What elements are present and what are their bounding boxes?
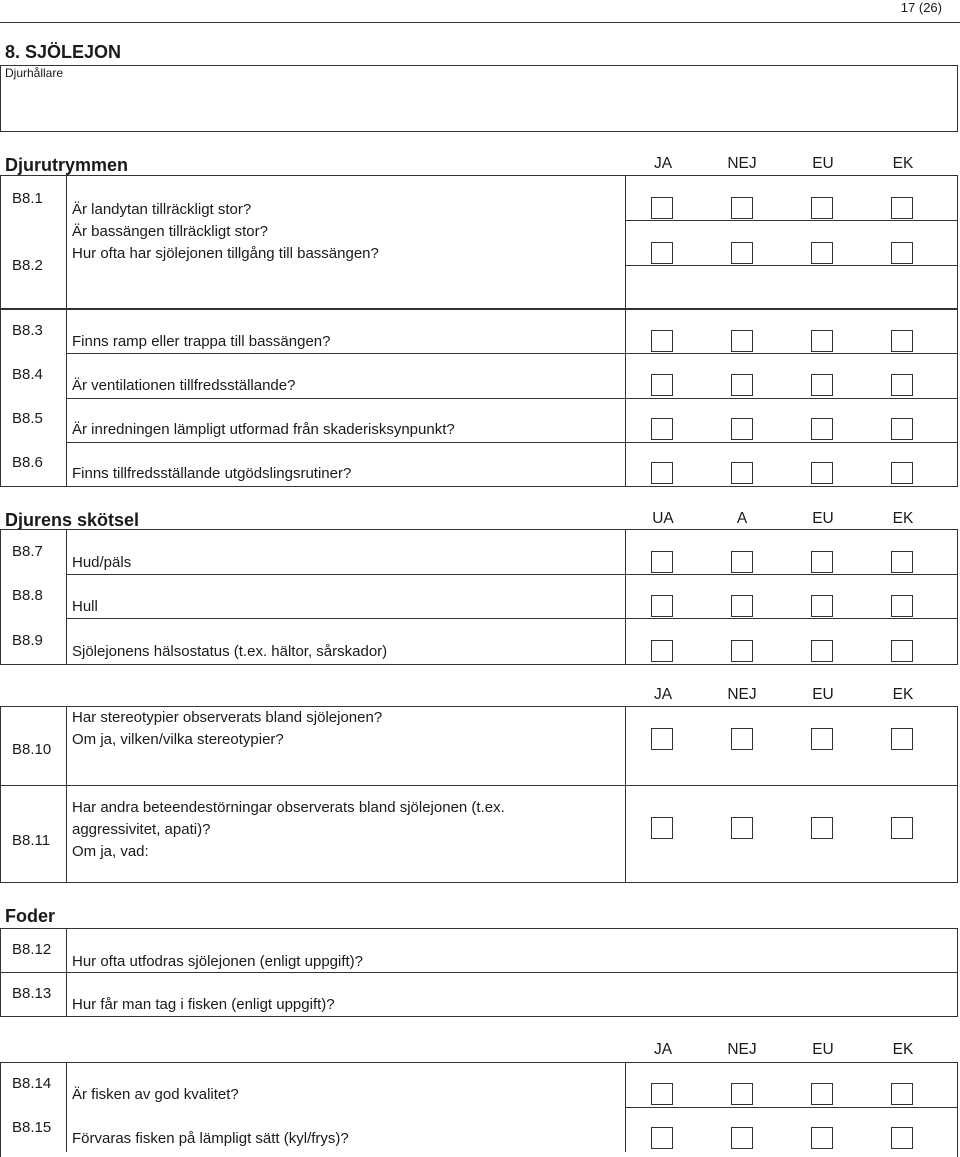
checkbox-nej[interactable] (731, 330, 753, 352)
question-code: B8.12 (12, 941, 52, 958)
checkbox-nej[interactable] (731, 817, 753, 839)
checkbox-ja[interactable] (651, 462, 673, 484)
divider (625, 220, 958, 221)
divider (66, 706, 67, 883)
divider (625, 1107, 958, 1108)
checkbox-eu[interactable] (811, 330, 833, 352)
checkbox-ek[interactable] (891, 462, 913, 484)
checkbox-ua[interactable] (651, 640, 673, 662)
page-title: 8. SJÖLEJON (5, 42, 122, 62)
question-code: B8.1 (12, 190, 43, 207)
column-header-eu: EU (812, 1041, 834, 1058)
checkbox-ek[interactable] (891, 551, 913, 573)
divider (66, 442, 958, 443)
question-text: Har stereotypier observerats bland sjölejonen? (72, 709, 383, 726)
checkbox-eu[interactable] (811, 551, 833, 573)
checkbox-eu[interactable] (811, 374, 833, 396)
checkbox-ek[interactable] (891, 640, 913, 662)
divider (625, 265, 958, 266)
question-text: Förvaras fisken på lämpligt sätt (kyl/frys)? (72, 1130, 349, 1147)
question-code: B8.14 (12, 1075, 52, 1092)
divider (66, 398, 958, 399)
checkbox-ja[interactable] (651, 330, 673, 352)
divider (66, 353, 958, 354)
question-code: B8.9 (12, 632, 43, 649)
checkbox-ek[interactable] (891, 242, 913, 264)
question-code: B8.4 (12, 366, 43, 383)
animal-keeper-field[interactable] (0, 65, 958, 132)
checkbox-a[interactable] (731, 640, 753, 662)
checkbox-nej[interactable] (731, 1083, 753, 1105)
checkbox-ek[interactable] (891, 1083, 913, 1105)
checkbox-ja[interactable] (651, 817, 673, 839)
question-code: B8.3 (12, 322, 43, 339)
header-rule (0, 22, 960, 23)
checkbox-ek[interactable] (891, 418, 913, 440)
section-heading-foder: Foder (5, 906, 56, 926)
question-code: B8.7 (12, 543, 43, 560)
checkbox-eu[interactable] (811, 817, 833, 839)
checkbox-eu[interactable] (811, 1083, 833, 1105)
column-header-ek: EK (892, 510, 914, 527)
checkbox-nej[interactable] (731, 1127, 753, 1149)
question-text: Hud/päls (72, 554, 132, 571)
question-text: Om ja, vilken/vilka stereotypier? (72, 731, 284, 748)
checkbox-nej[interactable] (731, 462, 753, 484)
checkbox-a[interactable] (731, 551, 753, 573)
checkbox-ja[interactable] (651, 1083, 673, 1105)
checkbox-ek[interactable] (891, 728, 913, 750)
checkbox-a[interactable] (731, 595, 753, 617)
checkbox-eu[interactable] (811, 197, 833, 219)
checkbox-eu[interactable] (811, 242, 833, 264)
column-header-ek: EK (892, 686, 914, 703)
divider (0, 972, 958, 973)
question-code: B8.8 (12, 587, 43, 604)
question-text: Finns tillfredsställande utgödslingsrutiner? (72, 465, 352, 482)
checkbox-eu[interactable] (811, 595, 833, 617)
column-header-nej: NEJ (727, 686, 757, 703)
column-header-eu: EU (812, 155, 834, 172)
divider (66, 529, 67, 665)
checkbox-ja[interactable] (651, 418, 673, 440)
column-header-nej: NEJ (727, 1041, 757, 1058)
checkbox-ek[interactable] (891, 197, 913, 219)
checkbox-eu[interactable] (811, 462, 833, 484)
divider (625, 706, 626, 883)
question-text: Om ja, vad: (72, 843, 149, 860)
question-text: Hull (72, 598, 98, 615)
question-text: Sjölejonens hälsostatus (t.ex. hältor, sårskador) (72, 643, 388, 660)
section-heading-djurutrymmen: Djurutrymmen (5, 155, 129, 175)
checkbox-ja[interactable] (651, 374, 673, 396)
checkbox-ja[interactable] (651, 1127, 673, 1149)
section-heading-djurens-skotsel: Djurens skötsel (5, 510, 140, 530)
checkbox-eu[interactable] (811, 640, 833, 662)
column-header-ja: JA (653, 686, 673, 703)
checkbox-ja[interactable] (651, 728, 673, 750)
divider (0, 785, 958, 786)
checkbox-ja[interactable] (651, 197, 673, 219)
checkbox-eu[interactable] (811, 728, 833, 750)
checkbox-ja[interactable] (651, 242, 673, 264)
divider (66, 175, 67, 309)
question-text: Hur får man tag i fisken (enligt uppgift)? (72, 996, 335, 1013)
checkbox-nej[interactable] (731, 374, 753, 396)
column-header-a: A (736, 510, 748, 527)
question-text: aggressivitet, apati)? (72, 821, 211, 838)
animal-keeper-label: Djurhållare (5, 66, 64, 80)
checkbox-ek[interactable] (891, 595, 913, 617)
question-text: Är bassängen tillräckligt stor? (72, 223, 268, 240)
checkbox-ek[interactable] (891, 330, 913, 352)
question-code: B8.15 (12, 1119, 52, 1136)
checkbox-nej[interactable] (731, 728, 753, 750)
question-code: B8.6 (12, 454, 43, 471)
divider (66, 574, 958, 575)
column-header-ua: UA (652, 510, 674, 527)
column-header-ja: JA (653, 155, 673, 172)
checkbox-nej[interactable] (731, 242, 753, 264)
checkbox-nej[interactable] (731, 197, 753, 219)
checkbox-eu[interactable] (811, 418, 833, 440)
column-header-nej: NEJ (727, 155, 757, 172)
question-text: Hur ofta utfodras sjölejonen (enligt uppgift)? (72, 953, 364, 970)
checkbox-ek[interactable] (891, 374, 913, 396)
divider (66, 618, 958, 619)
question-text: Har andra beteendestörningar observerats bland sjölejonen (t.ex. (72, 799, 505, 816)
divider (66, 1062, 67, 1152)
column-header-ek: EK (892, 1041, 914, 1058)
column-header-ek: EK (892, 155, 914, 172)
question-code: B8.2 (12, 257, 43, 274)
checkbox-ek[interactable] (891, 1127, 913, 1149)
question-code: B8.11 (12, 832, 51, 849)
question-text: Finns ramp eller trappa till bassängen? (72, 333, 331, 350)
checkbox-ua[interactable] (651, 595, 673, 617)
column-header-eu: EU (812, 510, 834, 527)
question-code: B8.13 (12, 985, 52, 1002)
column-header-eu: EU (812, 686, 834, 703)
checkbox-eu[interactable] (811, 1127, 833, 1149)
divider (625, 529, 626, 665)
checkbox-ek[interactable] (891, 817, 913, 839)
question-text: Är inredningen lämpligt utformad från skaderisksynpunkt? (72, 421, 455, 438)
checkbox-nej[interactable] (731, 418, 753, 440)
question-text: Är fisken av god kvalitet? (72, 1086, 239, 1103)
question-text: Är ventilationen tillfredsställande? (72, 377, 296, 394)
page-number: 17 (26) (900, 0, 942, 15)
question-code: B8.10 (12, 741, 52, 758)
column-header-ja: JA (653, 1041, 673, 1058)
divider (625, 175, 626, 309)
checkbox-ua[interactable] (651, 551, 673, 573)
question-text: Är landytan tillräckligt stor? (72, 201, 252, 218)
question-code: B8.5 (12, 410, 43, 427)
question-text: Hur ofta har sjölejonen tillgång till bassängen? (72, 245, 379, 262)
